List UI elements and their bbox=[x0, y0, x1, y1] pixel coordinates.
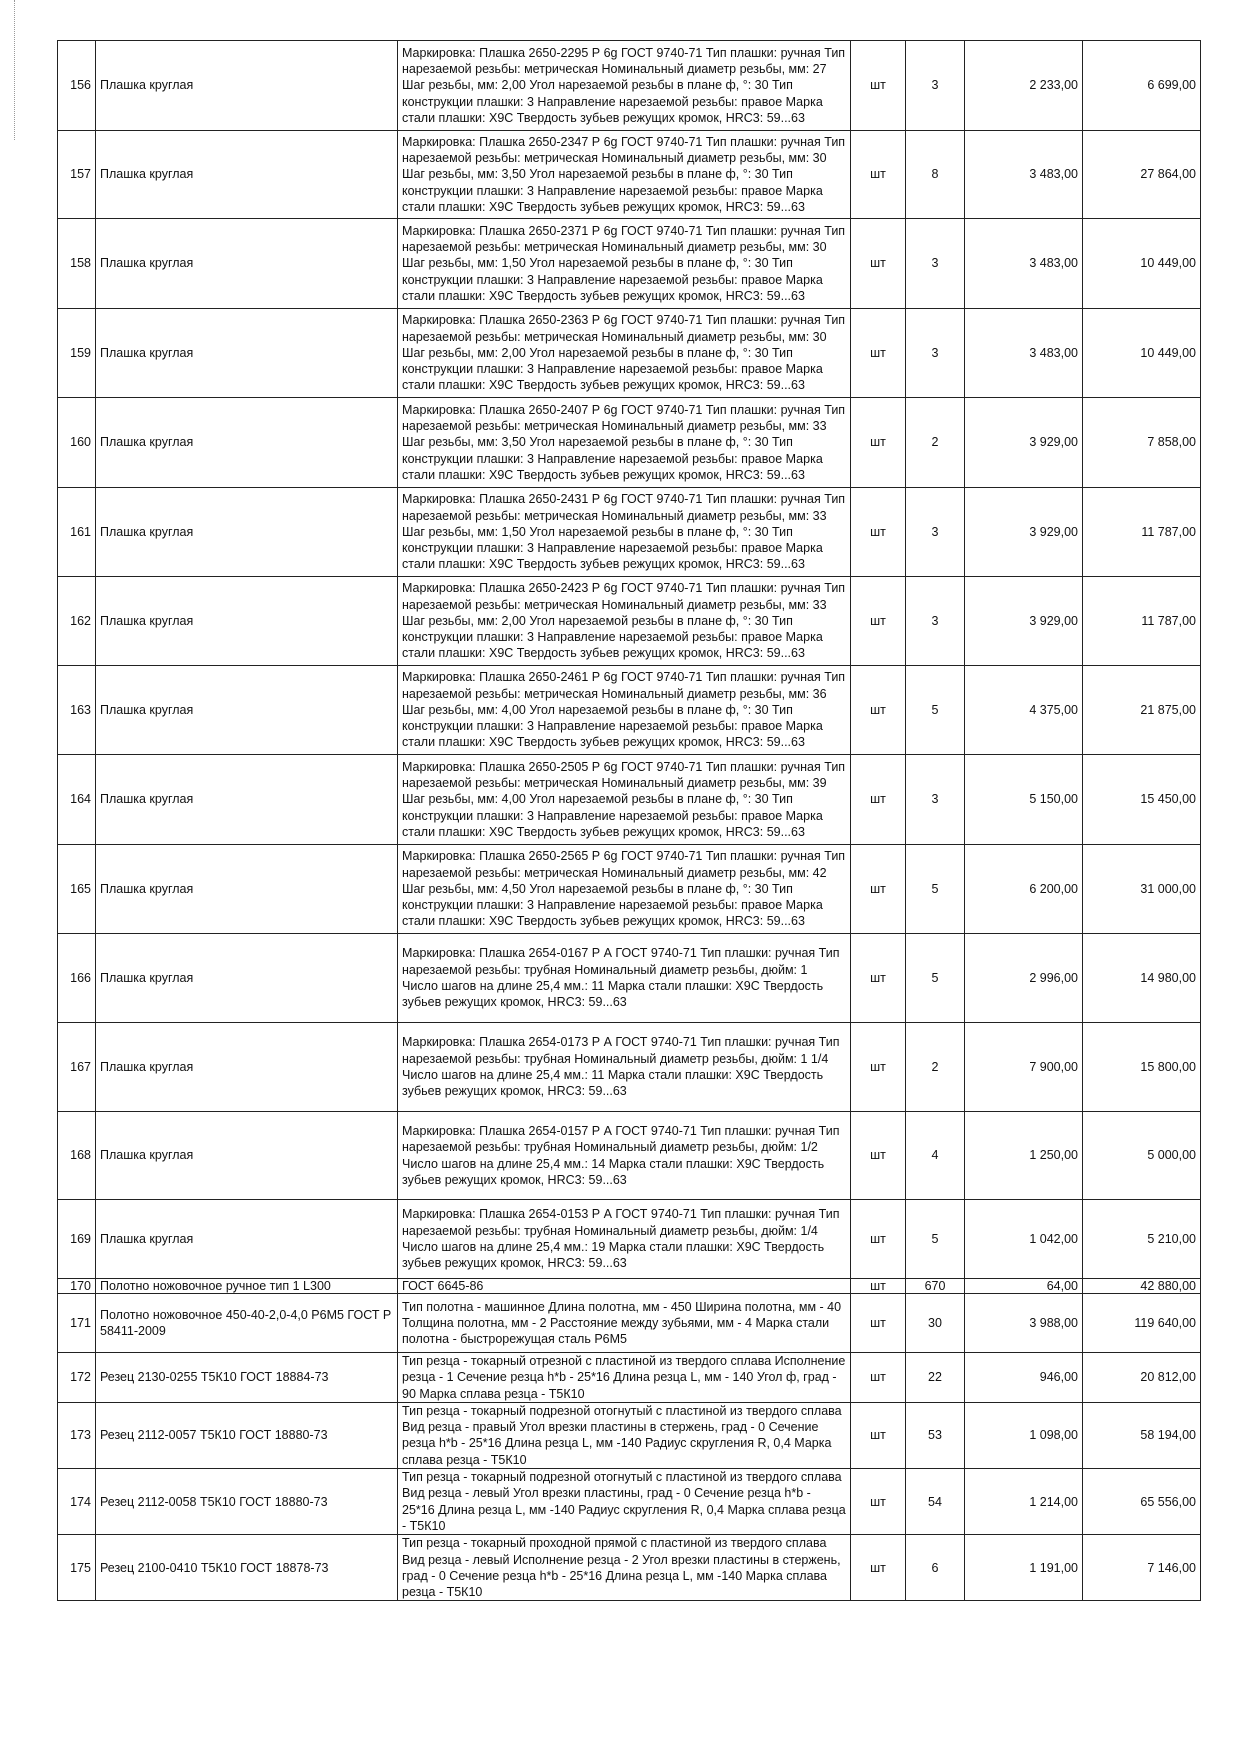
table-row bbox=[58, 1402, 1201, 1468]
item-name-cell: Плашка круглая bbox=[96, 666, 398, 755]
quantity-cell: 3 bbox=[906, 309, 965, 398]
specification-table bbox=[57, 40, 1201, 1601]
total-amount-cell: 7 146,00 bbox=[1083, 1535, 1201, 1601]
quantity-cell: 3 bbox=[906, 219, 965, 309]
table-row bbox=[58, 131, 1201, 219]
unit-price-cell: 4 375,00 bbox=[965, 666, 1083, 755]
item-description-cell: Маркировка: Плашка 2650-2461 Р 6g ГОСТ 9740-71 Тип плашки: ручная Тип нарезаемой резьбы: метрическая Номинальный диаметр резьбы, мм: 36 Шаг резьбы, мм: 4,00 Угол нарезаемой резьбы в плане ф, °: 30 Тип конструкции плашки: 3 Направление нарезаемой резьбы: правое Марка стали плашки: Х9С Твердость зубьев режущих кромок, HRC3: 59...63 bbox=[398, 666, 851, 755]
table-row bbox=[58, 577, 1201, 666]
row-number-cell: 159 bbox=[58, 309, 96, 398]
item-description-cell: Маркировка: Плашка 2654-0173 Р А ГОСТ 9740-71 Тип плашки: ручная Тип нарезаемой резьбы: трубная Номинальный диаметр резьбы, дюйм: 1 1/4 Число шагов на длине 25,4 мм.: 11 Марка стали плашки: Х9С Твердость зубьев режущих кромок, HRC3: 59...63 bbox=[398, 1023, 851, 1112]
quantity-cell: 3 bbox=[906, 577, 965, 666]
item-name-cell: Резец 2112-0058 Т5К10 ГОСТ 18880-73 bbox=[96, 1469, 398, 1535]
unit-cell: шт bbox=[851, 131, 906, 219]
quantity-cell: 54 bbox=[906, 1469, 965, 1535]
total-amount-cell: 27 864,00 bbox=[1083, 131, 1201, 219]
quantity-cell: 2 bbox=[906, 1023, 965, 1112]
item-description-cell: Маркировка: Плашка 2650-2431 Р 6g ГОСТ 9740-71 Тип плашки: ручная Тип нарезаемой резьбы: метрическая Номинальный диаметр резьбы, мм: 33 Шаг резьбы, мм: 1,50 Угол нарезаемой резьбы в плане ф, °: 30 Тип конструкции плашки: 3 Направление нарезаемой резьбы: правое Марка стали плашки: Х9С Твердость зубьев режущих кромок, HRC3: 59...63 bbox=[398, 488, 851, 577]
table-row bbox=[58, 1469, 1201, 1535]
table-row bbox=[58, 41, 1201, 131]
unit-cell: шт bbox=[851, 1535, 906, 1601]
quantity-cell: 53 bbox=[906, 1402, 965, 1468]
item-description-cell: Маркировка: Плашка 2650-2423 Р 6g ГОСТ 9740-71 Тип плашки: ручная Тип нарезаемой резьбы: метрическая Номинальный диаметр резьбы, мм: 33 Шаг резьбы, мм: 2,00 Угол нарезаемой резьбы в плане ф, °: 30 Тип конструкции плашки: 3 Направление нарезаемой резьбы: правое Марка стали плашки: Х9С Твердость зубьев режущих кромок, HRC3: 59...63 bbox=[398, 577, 851, 666]
item-name-cell: Плашка круглая bbox=[96, 755, 398, 845]
row-number-cell: 157 bbox=[58, 131, 96, 219]
unit-cell: шт bbox=[851, 219, 906, 309]
total-amount-cell: 11 787,00 bbox=[1083, 488, 1201, 577]
unit-cell: шт bbox=[851, 845, 906, 934]
unit-price-cell: 3 483,00 bbox=[965, 219, 1083, 309]
table-row bbox=[58, 1112, 1201, 1200]
quantity-cell: 8 bbox=[906, 131, 965, 219]
table-row bbox=[58, 398, 1201, 488]
unit-cell: шт bbox=[851, 1023, 906, 1112]
row-number-cell: 171 bbox=[58, 1294, 96, 1353]
total-amount-cell: 10 449,00 bbox=[1083, 309, 1201, 398]
row-number-cell: 169 bbox=[58, 1200, 96, 1279]
quantity-cell: 5 bbox=[906, 845, 965, 934]
total-amount-cell: 21 875,00 bbox=[1083, 666, 1201, 755]
item-description-cell: Тип резца - токарный отрезной с пластиной из твердого сплава Исполнение резца - 1 Сечение резца h*b - 25*16 Длина резца L, мм - 140 Угол ф, град - 90 Марка сплава резца - Т5К10 bbox=[398, 1353, 851, 1403]
unit-cell: шт bbox=[851, 309, 906, 398]
unit-cell: шт bbox=[851, 1353, 906, 1403]
quantity-cell: 5 bbox=[906, 666, 965, 755]
table-row bbox=[58, 1279, 1201, 1294]
unit-cell: шт bbox=[851, 755, 906, 845]
item-name-cell: Резец 2130-0255 Т5К10 ГОСТ 18884-73 bbox=[96, 1353, 398, 1403]
table-row bbox=[58, 755, 1201, 845]
unit-price-cell: 3 929,00 bbox=[965, 488, 1083, 577]
unit-cell: шт bbox=[851, 666, 906, 755]
item-name-cell: Плашка круглая bbox=[96, 219, 398, 309]
item-name-cell: Плашка круглая bbox=[96, 131, 398, 219]
item-description-cell: ГОСТ 6645-86 bbox=[398, 1279, 851, 1294]
unit-cell: шт bbox=[851, 398, 906, 488]
item-description-cell: Маркировка: Плашка 2654-0157 Р А ГОСТ 9740-71 Тип плашки: ручная Тип нарезаемой резьбы: трубная Номинальный диаметр резьбы, дюйм: 1/2 Число шагов на длине 25,4 мм.: 14 Марка стали плашки: Х9С Твердость зубьев режущих кромок, HRC3: 59...63 bbox=[398, 1112, 851, 1200]
total-amount-cell: 5 000,00 bbox=[1083, 1112, 1201, 1200]
item-name-cell: Полотно ножовочное ручное тип 1 L300 bbox=[96, 1279, 398, 1294]
total-amount-cell: 11 787,00 bbox=[1083, 577, 1201, 666]
unit-cell: шт bbox=[851, 577, 906, 666]
total-amount-cell: 15 800,00 bbox=[1083, 1023, 1201, 1112]
item-name-cell: Плашка круглая bbox=[96, 488, 398, 577]
row-number-cell: 174 bbox=[58, 1469, 96, 1535]
unit-price-cell: 3 929,00 bbox=[965, 577, 1083, 666]
row-number-cell: 165 bbox=[58, 845, 96, 934]
unit-cell: шт bbox=[851, 1112, 906, 1200]
table-row bbox=[58, 666, 1201, 755]
unit-cell: шт bbox=[851, 934, 906, 1023]
item-name-cell: Резец 2112-0057 Т5К10 ГОСТ 18880-73 bbox=[96, 1402, 398, 1468]
item-description-cell: Тип резца - токарный подрезной отогнутый с пластиной из твердого сплава Вид резца - левый Угол врезки пластины, град - 0 Сечение резца h*b - 25*16 Длина резца L, мм -140 Радиус скругления R, 0,4 Марка сплава резца - Т5К10 bbox=[398, 1469, 851, 1535]
unit-cell: шт bbox=[851, 1402, 906, 1468]
item-description-cell: Тип резца - токарный проходной прямой с пластиной из твердого сплава Вид резца - левый Исполнение резца - 2 Угол врезки пластины в стержень, град - 0 Сечение резца h*b - 25*16 Длина резца L, мм -140 Марка сплава резца - Т5К10 bbox=[398, 1535, 851, 1601]
unit-price-cell: 946,00 bbox=[965, 1353, 1083, 1403]
total-amount-cell: 10 449,00 bbox=[1083, 219, 1201, 309]
unit-price-cell: 3 483,00 bbox=[965, 131, 1083, 219]
unit-cell: шт bbox=[851, 1469, 906, 1535]
quantity-cell: 670 bbox=[906, 1279, 965, 1294]
item-description-cell: Маркировка: Плашка 2650-2363 Р 6g ГОСТ 9740-71 Тип плашки: ручная Тип нарезаемой резьбы: метрическая Номинальный диаметр резьбы, мм: 30 Шаг резьбы, мм: 2,00 Угол нарезаемой резьбы в плане ф, °: 30 Тип конструкции плашки: 3 Направление нарезаемой резьбы: правое Марка стали плашки: Х9С Твердость зубьев режущих кромок, HRC3: 59...63 bbox=[398, 309, 851, 398]
unit-price-cell: 7 900,00 bbox=[965, 1023, 1083, 1112]
item-description-cell: Тип резца - токарный подрезной отогнутый с пластиной из твердого сплава Вид резца - правый Угол врезки пластины в стержень, град - 0 Сечение резца h*b - 25*16 Длина резца L, мм -140 Радиус скругления R, 0,4 Марка сплава резца - Т5К10 bbox=[398, 1402, 851, 1468]
unit-price-cell: 2 996,00 bbox=[965, 934, 1083, 1023]
row-number-cell: 160 bbox=[58, 398, 96, 488]
quantity-cell: 3 bbox=[906, 488, 965, 577]
quantity-cell: 3 bbox=[906, 41, 965, 131]
unit-price-cell: 3 929,00 bbox=[965, 398, 1083, 488]
item-description-cell: Маркировка: Плашка 2650-2371 Р 6g ГОСТ 9740-71 Тип плашки: ручная Тип нарезаемой резьбы: метрическая Номинальный диаметр резьбы, мм: 30 Шаг резьбы, мм: 1,50 Угол нарезаемой резьбы в плане ф, °: 30 Тип конструкции плашки: 3 Направление нарезаемой резьбы: правое Марка стали плашки: Х9С Твердость зубьев режущих кромок, HRC3: 59...63 bbox=[398, 219, 851, 309]
item-name-cell: Плашка круглая bbox=[96, 845, 398, 934]
unit-price-cell: 3 988,00 bbox=[965, 1294, 1083, 1353]
total-amount-cell: 6 699,00 bbox=[1083, 41, 1201, 131]
row-number-cell: 156 bbox=[58, 41, 96, 131]
item-name-cell: Плашка круглая bbox=[96, 577, 398, 666]
item-description-cell: Маркировка: Плашка 2654-0167 Р А ГОСТ 9740-71 Тип плашки: ручная Тип нарезаемой резьбы: трубная Номинальный диаметр резьбы, дюйм: 1 Число шагов на длине 25,4 мм.: 11 Марка стали плашки: Х9С Твердость зубьев режущих кромок, HRC3: 59...63 bbox=[398, 934, 851, 1023]
total-amount-cell: 15 450,00 bbox=[1083, 755, 1201, 845]
unit-cell: шт bbox=[851, 1279, 906, 1294]
row-number-cell: 167 bbox=[58, 1023, 96, 1112]
row-number-cell: 175 bbox=[58, 1535, 96, 1601]
item-description-cell: Маркировка: Плашка 2650-2565 Р 6g ГОСТ 9740-71 Тип плашки: ручная Тип нарезаемой резьбы: метрическая Номинальный диаметр резьбы, мм: 42 Шаг резьбы, мм: 4,50 Угол нарезаемой резьбы в плане ф, °: 30 Тип конструкции плашки: 3 Направление нарезаемой резьбы: правое Марка стали плашки: Х9С Твердость зубьев режущих кромок, HRC3: 59...63 bbox=[398, 845, 851, 934]
item-name-cell: Плашка круглая bbox=[96, 1112, 398, 1200]
quantity-cell: 3 bbox=[906, 755, 965, 845]
unit-price-cell: 1 214,00 bbox=[965, 1469, 1083, 1535]
row-number-cell: 158 bbox=[58, 219, 96, 309]
item-description-cell: Маркировка: Плашка 2650-2407 Р 6g ГОСТ 9740-71 Тип плашки: ручная Тип нарезаемой резьбы: метрическая Номинальный диаметр резьбы, мм: 33 Шаг резьбы, мм: 3,50 Угол нарезаемой резьбы в плане ф, °: 30 Тип конструкции плашки: 3 Направление нарезаемой резьбы: правое Марка стали плашки: Х9С Твердость зубьев режущих кромок, HRC3: 59...63 bbox=[398, 398, 851, 488]
table-row bbox=[58, 1535, 1201, 1601]
row-number-cell: 161 bbox=[58, 488, 96, 577]
item-name-cell: Плашка круглая bbox=[96, 1200, 398, 1279]
scan-edge-mark bbox=[0, 0, 15, 140]
item-name-cell: Плашка круглая bbox=[96, 41, 398, 131]
quantity-cell: 22 bbox=[906, 1353, 965, 1403]
total-amount-cell: 7 858,00 bbox=[1083, 398, 1201, 488]
item-description-cell: Тип полотна - машинное Длина полотна, мм - 450 Ширина полотна, мм - 40 Толщина полотна, мм - 2 Расстояние между зубьями, мм - 4 Марка стали полотна - быстрорежущая сталь Р6М5 bbox=[398, 1294, 851, 1353]
table-row bbox=[58, 845, 1201, 934]
row-number-cell: 163 bbox=[58, 666, 96, 755]
table-row bbox=[58, 1023, 1201, 1112]
row-number-cell: 172 bbox=[58, 1353, 96, 1403]
unit-price-cell: 1 042,00 bbox=[965, 1200, 1083, 1279]
quantity-cell: 5 bbox=[906, 1200, 965, 1279]
item-name-cell: Плашка круглая bbox=[96, 934, 398, 1023]
item-name-cell: Плашка круглая bbox=[96, 309, 398, 398]
total-amount-cell: 65 556,00 bbox=[1083, 1469, 1201, 1535]
item-description-cell: Маркировка: Плашка 2650-2295 Р 6g ГОСТ 9740-71 Тип плашки: ручная Тип нарезаемой резьбы: метрическая Номинальный диаметр резьбы, мм: 27 Шаг резьбы, мм: 2,00 Угол нарезаемой резьбы в плане ф, °: 30 Тип конструкции плашки: 3 Направление нарезаемой резьбы: правое Марка стали плашки: Х9С Твердость зубьев режущих кромок, HRC3: 59...63 bbox=[398, 41, 851, 131]
row-number-cell: 170 bbox=[58, 1279, 96, 1294]
row-number-cell: 164 bbox=[58, 755, 96, 845]
quantity-cell: 2 bbox=[906, 398, 965, 488]
table-row bbox=[58, 219, 1201, 309]
quantity-cell: 6 bbox=[906, 1535, 965, 1601]
unit-price-cell: 64,00 bbox=[965, 1279, 1083, 1294]
total-amount-cell: 20 812,00 bbox=[1083, 1353, 1201, 1403]
item-description-cell: Маркировка: Плашка 2654-0153 Р А ГОСТ 9740-71 Тип плашки: ручная Тип нарезаемой резьбы: трубная Номинальный диаметр резьбы, дюйм: 1/4 Число шагов на длине 25,4 мм.: 19 Марка стали плашки: Х9С Твердость зубьев режущих кромок, HRC3: 59...63 bbox=[398, 1200, 851, 1279]
item-description-cell: Маркировка: Плашка 2650-2347 Р 6g ГОСТ 9740-71 Тип плашки: ручная Тип нарезаемой резьбы: метрическая Номинальный диаметр резьбы, мм: 30 Шаг резьбы, мм: 3,50 Угол нарезаемой резьбы в плане ф, °: 30 Тип конструкции плашки: 3 Направление нарезаемой резьбы: правое Марка стали плашки: Х9С Твердость зубьев режущих кромок, HRC3: 59...63 bbox=[398, 131, 851, 219]
quantity-cell: 4 bbox=[906, 1112, 965, 1200]
row-number-cell: 168 bbox=[58, 1112, 96, 1200]
quantity-cell: 5 bbox=[906, 934, 965, 1023]
unit-price-cell: 1 191,00 bbox=[965, 1535, 1083, 1601]
unit-cell: шт bbox=[851, 488, 906, 577]
unit-price-cell: 1 250,00 bbox=[965, 1112, 1083, 1200]
unit-cell: шт bbox=[851, 1294, 906, 1353]
total-amount-cell: 5 210,00 bbox=[1083, 1200, 1201, 1279]
item-name-cell: Полотно ножовочное 450-40-2,0-4,0 Р6М5 ГОСТ Р 58411-2009 bbox=[96, 1294, 398, 1353]
unit-price-cell: 1 098,00 bbox=[965, 1402, 1083, 1468]
unit-cell: шт bbox=[851, 1200, 906, 1279]
unit-price-cell: 5 150,00 bbox=[965, 755, 1083, 845]
item-description-cell: Маркировка: Плашка 2650-2505 Р 6g ГОСТ 9740-71 Тип плашки: ручная Тип нарезаемой резьбы: метрическая Номинальный диаметр резьбы, мм: 39 Шаг резьбы, мм: 4,00 Угол нарезаемой резьбы в плане ф, °: 30 Тип конструкции плашки: 3 Направление нарезаемой резьбы: правое Марка стали плашки: Х9С Твердость зубьев режущих кромок, HRC3: 59...63 bbox=[398, 755, 851, 845]
unit-price-cell: 2 233,00 bbox=[965, 41, 1083, 131]
item-name-cell: Резец 2100-0410 Т5К10 ГОСТ 18878-73 bbox=[96, 1535, 398, 1601]
table-row bbox=[58, 1200, 1201, 1279]
unit-price-cell: 6 200,00 bbox=[965, 845, 1083, 934]
table-row bbox=[58, 1294, 1201, 1353]
row-number-cell: 173 bbox=[58, 1402, 96, 1468]
unit-price-cell: 3 483,00 bbox=[965, 309, 1083, 398]
table-row bbox=[58, 934, 1201, 1023]
table-row bbox=[58, 309, 1201, 398]
item-name-cell: Плашка круглая bbox=[96, 398, 398, 488]
total-amount-cell: 58 194,00 bbox=[1083, 1402, 1201, 1468]
item-name-cell: Плашка круглая bbox=[96, 1023, 398, 1112]
row-number-cell: 162 bbox=[58, 577, 96, 666]
total-amount-cell: 119 640,00 bbox=[1083, 1294, 1201, 1353]
table-row bbox=[58, 1353, 1201, 1403]
total-amount-cell: 14 980,00 bbox=[1083, 934, 1201, 1023]
total-amount-cell: 31 000,00 bbox=[1083, 845, 1201, 934]
unit-cell: шт bbox=[851, 41, 906, 131]
quantity-cell: 30 bbox=[906, 1294, 965, 1353]
row-number-cell: 166 bbox=[58, 934, 96, 1023]
table-row bbox=[58, 488, 1201, 577]
total-amount-cell: 42 880,00 bbox=[1083, 1279, 1201, 1294]
